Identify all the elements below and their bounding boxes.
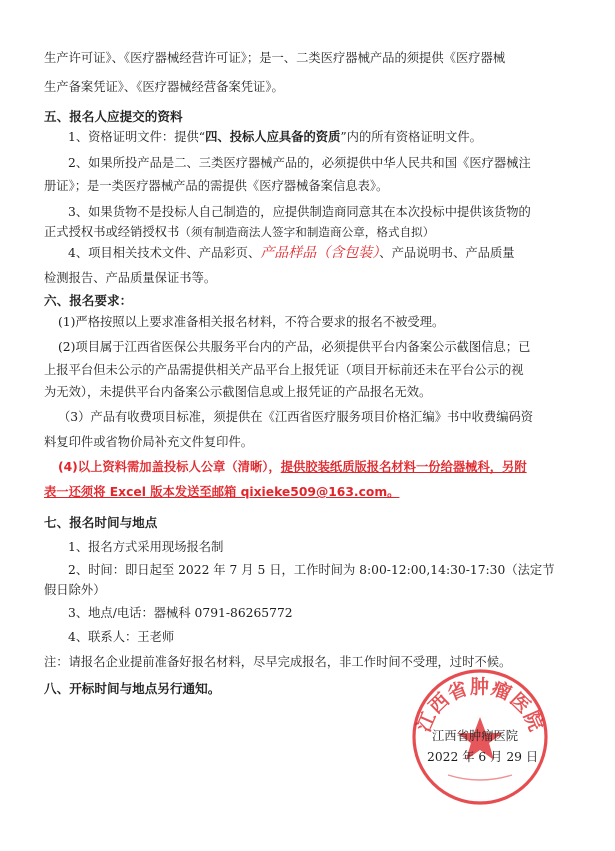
- text-run: 4、项目相关技术文件、产品彩页、: [68, 246, 261, 260]
- text-line: 1、报名方式采用现场报名制: [68, 540, 224, 554]
- signature-date: 2022 年 6 月 29 日: [427, 750, 539, 764]
- text-line: [68, 128, 482, 146]
- text-line: 为无效），未提供平台内备案公示截图信息或上报凭证的产品报名无效。: [44, 385, 432, 399]
- text-line: [44, 224, 434, 241]
- text-line: (1)严格按照以上要求准备相关报名材料，不符合要求的报名不被受理。: [58, 315, 445, 329]
- highlight-sample-text: 产品样品（含包装）: [260, 245, 380, 261]
- underlined-text: 提供胶装纸质版报名材料一份给器械科，另附: [280, 460, 527, 474]
- text-run: ”内的所有资格证明文件。: [340, 130, 482, 144]
- bold-reference: 四、投标人应具备的资质: [205, 129, 341, 144]
- section-heading-5: 五、报名人应提交的资料: [44, 109, 183, 124]
- text-run: 、产品说明书、产品质量: [379, 246, 515, 260]
- text-line: 3、地点/电话：器械科 0791-86265772: [68, 606, 293, 620]
- text-line: 表一还须将 Excel 版本发送至邮箱 qixieke509@163.com。: [44, 485, 400, 499]
- text-line: 假日除外）: [44, 583, 106, 597]
- section-heading-7: 七、报名时间与地点: [44, 515, 158, 530]
- text-line: [68, 245, 515, 262]
- section-heading-8: 八、开标时间与地点另行通知。: [44, 681, 221, 696]
- text-line: 2、如果所投产品是二、三类医疗器械产品的，必须提供中华人民共和国《医疗器械注: [68, 156, 531, 170]
- text-run: 正式授权书或经销授权书: [44, 225, 180, 239]
- text-line: 4、联系人：王老师: [68, 630, 175, 644]
- note-line: 注：请报名企业提前准备好报名材料，尽早完成报名，非工作时间不受理，过时不候。: [44, 655, 512, 669]
- text-line: 3、如果货物不是投标人自己制造的，应提供制造商同意其在本次投标中提供该货物的: [68, 205, 531, 219]
- svg-text:江西省肿瘤医院: 江西省肿瘤医院: [412, 676, 548, 736]
- format-note: （须有制造商法人签字和制造商公章，格式自拟）: [179, 225, 435, 239]
- text-line: 2、时间：即日起至 2022 年 7 月 5 日，工作时间为 8:00-12:00,14:30-17:30（法定节: [68, 563, 555, 577]
- text-line: (2)项目属于江西省医保公共服务平台内的产品，必须提供平台内备案公示截图信息；已: [58, 340, 531, 354]
- text-line: 生产备案凭证》、《医疗器械经营备案凭证》。: [44, 80, 284, 94]
- section-heading-6: 六、报名要求：: [44, 293, 133, 308]
- text-line: 检测报告、产品质量保证书等。: [44, 271, 217, 285]
- text-run: 1、资格证明文件：提供“: [68, 130, 206, 144]
- text-run: (4)以上资料需加盖投标人公章（清晰），: [58, 460, 281, 474]
- text-line: 生产许可证》、《医疗器械经营许可证》；是一、二类医疗器械产品的须提供《医疗器械: [44, 51, 506, 65]
- text-line: （3）产品有收费项目标准，须提供在《江西省医疗服务项目价格汇编》书中收费编码资: [58, 410, 534, 424]
- signature-organization: 江西省肿瘤医院: [432, 729, 519, 743]
- text-line: 上报平台但未公示的产品需提供相关产品平台上报凭证（项目开标前还未在平台公示的视: [44, 363, 524, 377]
- text-line: 册证》；是一类医疗器械产品的需提供《医疗器械备案信息表》。: [44, 179, 389, 193]
- text-line: [58, 459, 527, 476]
- text-line: 料复印件或省物价局补充文件复印件。: [44, 435, 254, 449]
